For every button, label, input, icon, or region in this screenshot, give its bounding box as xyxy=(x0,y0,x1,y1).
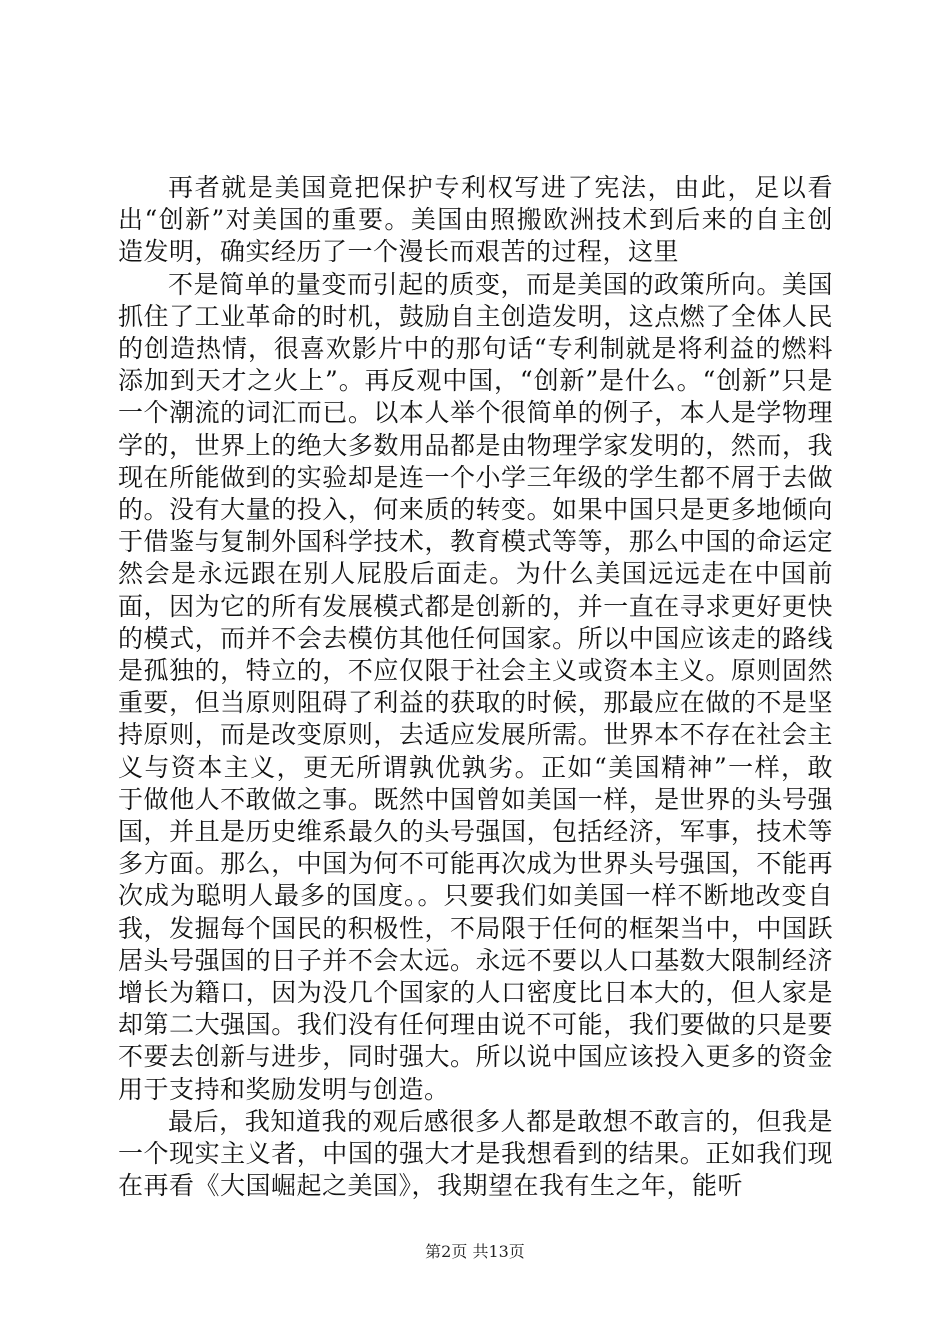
page-number-footer: 第2页 共13页 xyxy=(425,1242,525,1261)
paragraph-3: 最后，我知道我的观后感很多人都是敢想不敢言的，但我是一个现实主义者，中国的强大才是我想看到的结果。正如我们现在再看《大国崛起之美国》，我期望在我有生之年，能听 xyxy=(118,1106,833,1201)
paragraph-2: 不是简单的量变而引起的质变，而是美国的政策所向。美国抓住了工业革命的时机，鼓励自主创造发明，这点燃了全体人民的创造热情，很喜欢影片中的那句话“专利制就是将利益的燃料添加到天才之火上”。再反观中国，“创新”是什么。“创新”只是一个潮流的词汇而已。以本人举个很简单的例子，本人是学物理学的，世界上的绝大多数用品都是由物理学家发明的，然而，我现在所能做到的实验却是连一个小学三年级的学生都不屑于去做的。没有大量的投入，何来质的转变。如果中国只是更多地倾向于借鉴与复制外国科学技术，教育模式等等，那么中国的命运定然会是永远跟在别人屁股后面走。为什么美国远远走在中国前面，因为它的所有发展模式都是创新的，并一直在寻求更好更快的模式，而并不会去模仿其他任何国家。所以中国应该走的路线是孤独的，特立的，不应仅限于社会主义或资本主义。原则固然重要，但当原则阻碍了利益的获取的时候，那最应在做的不是坚持原则，而是改变原则，去适应发展所需。世界本不存在社会主义与资本主义，更无所谓孰优孰劣。正如“美国精神”一样，敢于做他人不敢做之事。既然中国曾如美国一样，是世界的头号强国，并且是历史维系最久的头号强国，包括经济，军事，技术等多方面。那么，中国为何不可能再次成为世界头号强国，不能再次成为聪明人最多的国度。。只要我们如美国一样不断地改变自我，发掘每个国民的积极性，不局限于任何的框架当中，中国跃居头号强国的日子并不会太远。永远不要以人口基数大限制经济增长为籍口，因为没几个国家的人口密度比日本大的，但人家是却第二大强国。我们没有任何理由说不可能，我们要做的只是要不要去创新与进步，同时强大。所以说中国应该投入更多的资金用于支持和奖励发明与创造。 xyxy=(118,269,833,1104)
paragraph-1: 再者就是美国竟把保护专利权写进了宪法，由此，足以看出“创新”对美国的重要。美国由照搬欧洲技术到后来的自主创造发明，确实经历了一个漫长而艰苦的过程，这里 xyxy=(118,173,833,267)
document-body xyxy=(118,172,833,1203)
